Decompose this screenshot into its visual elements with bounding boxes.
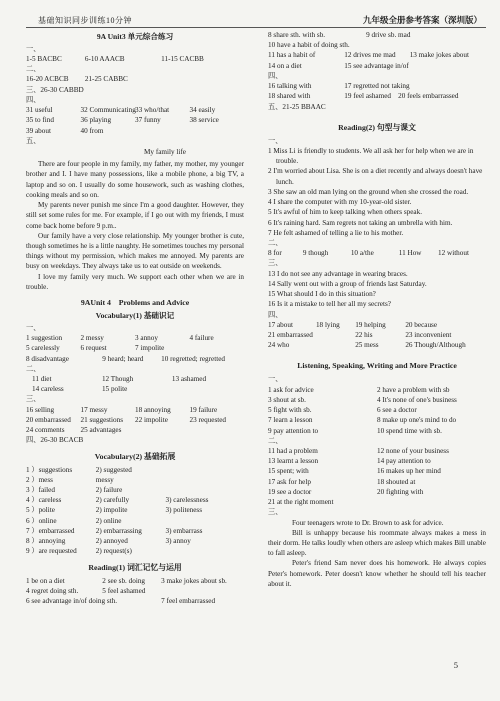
answer: 10 spend time with sb. (377, 426, 442, 435)
answer: 1 be on a diet (26, 576, 65, 585)
answer: 2) online (95, 516, 122, 525)
unit3-title: 9A Unit3 单元综合练习 (96, 32, 174, 41)
answer-row (26, 115, 244, 125)
answer: 21 embarrassed (268, 330, 313, 339)
answer: 21 at the right moment (268, 498, 334, 507)
answer: 2 have a problem with sb (377, 385, 450, 394)
answer: 8 for (268, 249, 282, 258)
answer-row (268, 456, 486, 466)
sentence: 4 I share the computer with my 10-year-old sister. (268, 198, 412, 207)
answer: 12 without (438, 249, 469, 258)
essay-paragraph: There are four people in my family, my father, my mother, my younger brother and I. I have many possessions, like a mobile phone, a big TV, a laptop and so on. I usually do some housework, such as washing clothes, cooking meals and so on. (26, 160, 244, 199)
answer: 6 see advantage in/of doing sth. (26, 597, 118, 606)
header-right: 九年级全册参考答案（深圳版） (362, 14, 482, 25)
answer-row (268, 330, 486, 340)
answer: 10 a/the (350, 249, 374, 258)
reading1-title: Reading(1) 词汇记忆与运用 (88, 562, 182, 572)
answer: 3 make jokes about sb. (161, 576, 227, 585)
answer-row (268, 320, 486, 330)
answer: 2) carefully (95, 496, 130, 505)
answer: 7 impolite (135, 344, 165, 353)
answer-row (268, 61, 486, 71)
sentence: 16 Is it a mistake to tell her all my secrets? (268, 300, 391, 309)
answer-row (268, 395, 486, 405)
answer: 36 playing (80, 116, 112, 125)
answer: 25 mess (355, 341, 379, 350)
answer: 5 ）polite (26, 506, 55, 515)
vocab2-list (26, 465, 244, 557)
section-label: 四、 (268, 71, 283, 80)
answer: 1-5 BACBC (26, 55, 62, 63)
answer: 19 feel ashamed 20 feels embarrassed (344, 92, 459, 101)
answer: 2) annoyed (95, 537, 128, 546)
answer: 5 feel ashamed (102, 586, 146, 595)
sentence: 14 Sally went out with a group of friends last Saturday. (268, 279, 427, 288)
answer: 23 inconvenient (405, 330, 452, 339)
answer-row (26, 596, 244, 606)
unit4-title: 9AUnit 4 Problems and Advice (80, 298, 190, 308)
answer: 11 diet (32, 374, 52, 383)
answer-row (268, 466, 486, 476)
answer: 8 share sth. with sb. (268, 31, 326, 39)
answer: 8 make up one's mind to do (377, 416, 457, 425)
answer-row (26, 505, 244, 515)
answer-row (268, 446, 486, 456)
answer: 9 though (302, 249, 329, 258)
answer-row (268, 477, 486, 487)
header-left: 基础知识同步训练10分钟 (38, 15, 132, 25)
answer: 1 ）suggestions (26, 465, 73, 474)
answer: 13 learnt a lesson (268, 457, 319, 466)
answer: 9 pay attention to (268, 426, 319, 435)
answer: 15 polite (101, 385, 128, 394)
section-label: 三、 (268, 259, 283, 268)
answer: 3 annoy (135, 334, 158, 343)
sentence: 7 He felt ashamed of telling a lie to his mother. (268, 228, 404, 237)
answer (166, 485, 244, 495)
answer: 1 ask for advice (268, 385, 314, 394)
answer-row (268, 50, 486, 60)
answer: 31 useful (26, 106, 53, 115)
essay-paragraph: Our family have a very close relationship. My younger brother is cute, though sometimes he is a little naughty. He sometimes touches my personal things without my permission, which makes me annoyed. My parents are busy on weekdays. They always take us to eat outside on weekends. (26, 231, 244, 271)
section-label: 四、26-30 BCACB (26, 436, 84, 445)
section-label: 二、 (268, 239, 283, 247)
answer: 2) failure (95, 486, 123, 494)
answer: 2) impolite (95, 506, 128, 515)
answer-row (268, 487, 486, 497)
answer: 12 Though (101, 374, 134, 383)
section-label: 四、 (26, 95, 41, 104)
answer-row (268, 91, 486, 101)
answer: 23 requested (189, 415, 227, 424)
answer: 35 to find (26, 116, 54, 125)
answer-row (26, 425, 244, 435)
section-label: 五、21-25 BBAAC (268, 102, 326, 111)
answer-row (268, 81, 486, 91)
essay-paragraph: I love my family very much. We support each other when we are in trouble. (26, 272, 244, 291)
answer: 22 impolite (135, 415, 168, 424)
section-label: 三、 (268, 508, 283, 517)
answer: 13 ashamed (171, 374, 207, 383)
answer: 12 drives me mad (344, 51, 396, 60)
answer: 18 shouted at (377, 477, 416, 486)
sentence: 2 I'm worried about Lisa. She is on a diet recently and always doesn't have lunch. (268, 167, 483, 186)
answer-row (26, 74, 244, 84)
vocab1-title: Vocabulary(1) 基础识记 (95, 311, 175, 321)
answer-row (26, 536, 244, 546)
answer: 12 none of your business (377, 447, 449, 455)
answer: 6 request (80, 344, 107, 353)
answer: 6-10 AAACB (84, 55, 125, 63)
answer: 21-25 CABBC (84, 75, 128, 84)
answer: 17 messy (80, 405, 108, 414)
answer: 3 shout at sb. (268, 395, 306, 404)
answer-row (26, 333, 244, 343)
answer: 9 heard; heard (102, 354, 144, 363)
answer: 22 his (355, 330, 373, 339)
answer: 20 embarrassed (26, 415, 71, 424)
answer: 14 pay attention to (377, 457, 431, 466)
answer: 6 ）online (26, 516, 57, 525)
columns (26, 30, 486, 606)
answer-row (26, 546, 244, 556)
answer-row (26, 405, 244, 415)
answer: 5 fight with sb. (268, 406, 312, 415)
answer: 4 It's none of one's business (377, 395, 457, 404)
answer: 33 who/that (135, 106, 170, 115)
page-header (26, 12, 486, 28)
answer: 11 How (398, 249, 422, 258)
sentence: 6 It's raining hard. Sam regrets not taking an umbrella with him. (268, 218, 453, 227)
section-label: 二、 (26, 364, 41, 373)
answer: 9 drive sb. mad (366, 31, 411, 39)
answer-row (268, 405, 486, 415)
answer: 19 see a doctor (268, 487, 312, 496)
sentence: 3 She saw an old man lying on the ground when she crossed the road. (268, 187, 469, 196)
answer (377, 497, 486, 507)
answer-row (26, 374, 244, 384)
lswp-s1 (268, 385, 486, 436)
answer: 3 ）failed (26, 486, 55, 494)
answer: 15 spent; with (268, 467, 309, 476)
page-number: 5 (453, 659, 458, 670)
section-label: 一、 (26, 323, 41, 332)
answer-row (26, 465, 244, 475)
answer: 2) request(s) (95, 547, 132, 556)
answer: 4 failure (189, 334, 214, 343)
answer-row (26, 485, 244, 495)
answer: 14 careless (32, 385, 64, 394)
answer: 8 disadvantage (26, 354, 69, 363)
answer: 10 have a habit of doing sth. (268, 41, 350, 50)
answer: 17 ask for help (268, 477, 311, 486)
section-label: 三、 (26, 395, 41, 404)
answer: 8 ）annoying (26, 537, 66, 546)
reading2-s3 (268, 269, 486, 310)
answer-row (26, 54, 244, 64)
answer-row (268, 415, 486, 425)
answer: 2 messy (80, 334, 104, 343)
answer-row (26, 526, 244, 536)
answer: 4 regret doing sth. (26, 586, 79, 595)
answer: 10 regretted; regretted (161, 354, 226, 363)
essay-title: My family life (144, 147, 186, 156)
answer: 18 annoying (135, 405, 171, 414)
answer: 17 about (268, 320, 293, 329)
answer: 24 comments (26, 426, 65, 435)
answer: 2) suggested (95, 465, 132, 474)
section-label: 一、 (26, 44, 41, 53)
answer: 16 selling (26, 405, 55, 414)
answer-row (26, 586, 244, 596)
answer: 25 advantages (80, 426, 122, 435)
answer (166, 516, 244, 526)
answer-row (26, 475, 244, 485)
answer: 20 fighting with (377, 487, 424, 496)
answer: 11-15 CACBB (161, 55, 204, 63)
answer: 3) carelessness (165, 496, 209, 505)
answer-row (26, 576, 244, 586)
answer-row (268, 497, 486, 507)
section-label: 三、26-30 CABBD (26, 85, 84, 94)
answer: 16-20 ACBCB (26, 75, 69, 84)
answer-row (26, 516, 244, 526)
section-label: 一、 (268, 375, 283, 384)
answer: messy (95, 475, 114, 484)
answer: 3) politeness (165, 506, 203, 515)
answer: 3) annoy (165, 537, 191, 546)
answer: 19 failure (189, 405, 218, 414)
answer-row (26, 105, 244, 115)
answer: 5 carelessly (26, 344, 60, 353)
answer: 38 service (189, 116, 219, 125)
answer: 21 suggestions (80, 415, 124, 424)
section-label: 一、 (268, 136, 283, 145)
answer: 19 helping (355, 320, 386, 329)
answer: 9 ）are requested (26, 547, 77, 556)
answer: 18 lying (315, 320, 340, 329)
answer: 6 see a doctor (377, 406, 417, 415)
answer-row (26, 495, 244, 505)
answer: 39 about (26, 126, 51, 135)
answer: 37 funny (135, 116, 161, 125)
answer: 2 see sb. doing (102, 576, 146, 585)
answer-row (268, 248, 486, 258)
reading2-title: Reading(2) 句型与课文 (338, 122, 416, 132)
answer-row (26, 343, 244, 353)
answer (166, 465, 244, 475)
answer-row (268, 340, 486, 350)
summary-paragraph: Four teenagers wrote to Dr. Brown to ask for advice. (292, 518, 444, 527)
answer: 1 suggestion (26, 334, 63, 343)
answer-row (26, 354, 244, 364)
answer: 34 easily (189, 106, 216, 115)
section-label: 二、 (268, 436, 283, 445)
answer: 16 talking with (268, 82, 312, 91)
answer-row (268, 426, 486, 436)
answer: 32 Communicating (80, 106, 136, 115)
essay-paragraph: My parents never punish me since I'm a good daughter. However, they still set some rules for me. For example, if I go out with my friends, I must come back home before 9 p.m.. (26, 201, 244, 230)
answer: 11 has a habit of (268, 51, 316, 60)
answer: 11 had a problem (268, 447, 318, 455)
section-label: 五、 (26, 136, 41, 145)
answer: 13 make jokes about (409, 51, 469, 60)
section-label: 二、 (26, 65, 41, 74)
answer: 40 from (80, 126, 104, 135)
answer: 16 makes up her mind (377, 467, 441, 476)
sentence: 1 Miss Li is friendly to students. We all ask her for help when we are in trouble. (268, 147, 474, 166)
answer: 2) embarrassing (95, 526, 142, 535)
answer: 7 ）embarrassed (26, 526, 75, 535)
answer (166, 546, 244, 556)
answer-row (26, 415, 244, 425)
answer: 3) embarrass (165, 526, 203, 535)
answer (166, 475, 244, 485)
answer-row (268, 30, 486, 40)
reading2-sentences (268, 146, 486, 238)
answer-row (26, 126, 244, 136)
vocab2-title: Vocabulary(2) 基础拓展 (94, 451, 176, 461)
answer: 4 ）careless (26, 496, 62, 505)
answer: 15 see advantage in/of (344, 61, 409, 70)
sentence: 5 It's awful of him to keep talking when others speak. (268, 208, 422, 217)
answer: 18 shared with (268, 92, 311, 101)
answer: 7 feel embarrassed (161, 597, 216, 606)
lswp-title: Listening, Speaking, Writing and More Practice (297, 361, 457, 371)
right-column (268, 30, 486, 606)
summary-paragraph: Bill is unhappy because his roommate always makes a mess in their dorm. He talks loudly when others are asleep which makes Bill unable to fall asleep. (268, 528, 486, 558)
answer: 24 who (268, 341, 290, 350)
answer: 14 on a diet (268, 61, 302, 70)
answer: 7 learn a lesson (268, 416, 313, 425)
answer: 2 ）mess (26, 475, 53, 484)
answer-row (268, 385, 486, 395)
answer: 20 because (405, 320, 438, 329)
answer: 26 Though/Although (405, 341, 466, 350)
left-column (26, 30, 244, 606)
lswp-s2 (268, 446, 486, 507)
section-label: 四、 (268, 310, 283, 319)
summary-paragraph: Peter's friend Sam never does his homework. He always copies Peter's homework. Peter doesn't know whether he should tell his teacher about it. (268, 559, 486, 588)
answer-row (26, 384, 244, 394)
sentence: 15 What should I do in this situation? (268, 290, 376, 299)
answer: 17 regretted not taking (344, 82, 410, 91)
sentence: 13 I do not see any advantage in wearing braces. (268, 269, 408, 278)
